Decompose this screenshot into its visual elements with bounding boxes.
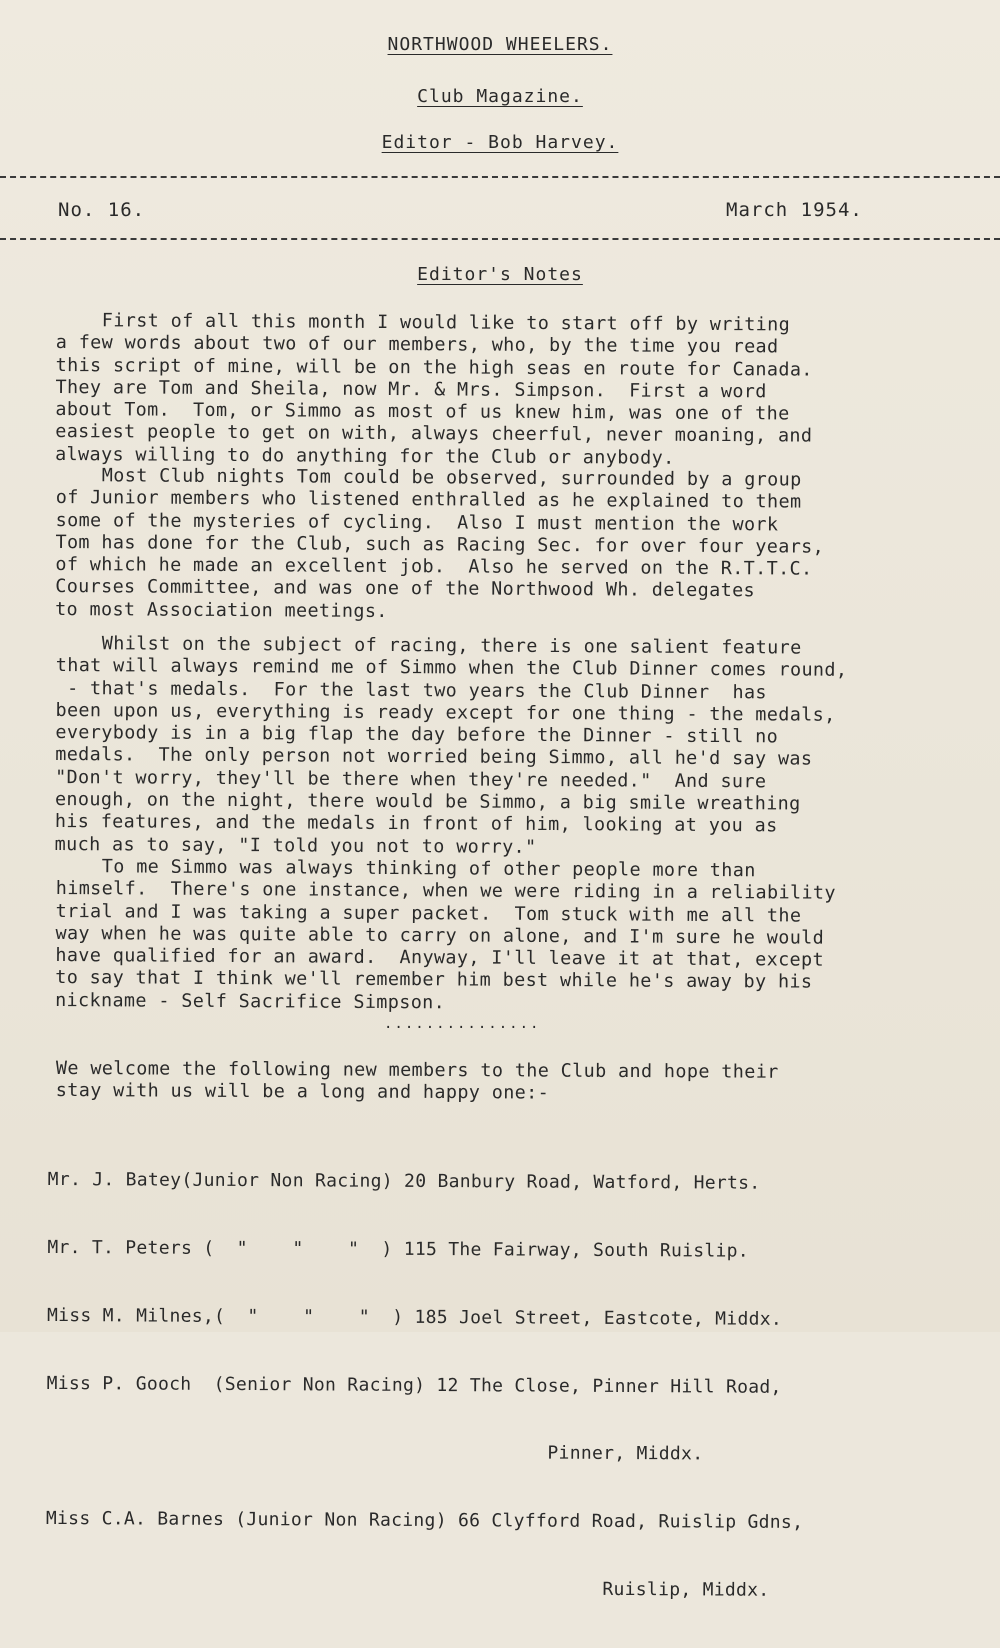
editor-line-text: Editor - Bob Harvey.: [381, 132, 619, 153]
divider-top: [0, 176, 1000, 178]
paragraph-1: First of all this month I would like to start off by writing a few words about two of our members, who, by the time you read this script of mine, will be on the high seas en route for Canada. They are Tom and Sheila, now Mr. & Mrs. Simpson. First a word about Tom. Tom, or Simmo as most of us knew him, was one of the easiest people to get on with, always cheerful, never moaning, and always willing to do anything for the Club or anybody.: [55, 310, 813, 469]
member-line: Mr. T. Peters ( " " " ) 115 The Fairway, South Ruislip.: [47, 1236, 750, 1262]
issue-date: March 1954.: [726, 199, 863, 221]
magazine-title-text: Club Magazine.: [417, 86, 583, 107]
issue-number: No. 16.: [58, 199, 146, 221]
members-list: [45, 1124, 805, 1648]
paragraph-2: Most Club nights Tom could be observed, surrounded by a group of Junior members who listened enthralled as he explained to them some of the mysteries of cycling. Also I must mention the work Tom has done for the Club, such as Racing Sec. for over four years, of which he made an excellent job. Also he served on the R.T.T.C. Courses Committee, and was one of the Northwood Wh. delegates to most Association meetings.: [55, 465, 825, 622]
member-line: Miss M. Milnes,( " " " ) 185 Joel Street, Eastcote, Middx.: [46, 1304, 783, 1330]
separator-dots: ...............: [384, 1016, 541, 1032]
member-line: Miss C.A. Barnes (Junior Non Racing) 66 Clyfford Road, Ruislip Gdns,: [45, 1508, 804, 1534]
notes-title-text: Editor's Notes: [417, 264, 583, 285]
paragraph-4: To me Simmo was always thinking of other people more than himself. There's one instance, when we were riding in a reliability trial and I was taking a super packet. Tom stuck with me all the way when he was quite able to carry on alone, and I'm sure he would have qualified for an award. Anyway, I'll leave it at that, except to say that I think we'll remember him best while he's away by his nickname - Self Sacrifice Simpson.: [55, 856, 836, 1014]
club-name: [0, 34, 1000, 55]
divider-bottom: [0, 238, 1000, 240]
member-line: Pinner, Middx.: [46, 1440, 704, 1465]
magazine-title: [0, 86, 1000, 107]
member-line: Ruislip, Middx.: [45, 1575, 770, 1601]
member-line: Mr. J. Batey(Junior Non Racing) 20 Banbury Road, Watford, Herts.: [47, 1169, 761, 1194]
notes-title: [0, 264, 1000, 285]
club-name-text: NORTHWOOD WHEELERS.: [387, 34, 613, 55]
paragraph-3: Whilst on the subject of racing, there is one salient feature that will always remind me of Simmo when the Club Dinner comes round, - that's medals. For the last two years the Club Dinner has been upon us, everything is ready except for one thing - the medals, everybody is in a big flap the day before the Dinner - still no medals. The only person not worried being Simmo, all he'd say was "Don't worry, they'll be there when they're needed." And sure enough, on the night, there would be Simmo, a big smile wreathing his features, and the medals in front of him, looking at you as much as to say, "I told you not to worry.": [54, 633, 848, 858]
welcome-text: We welcome the following new members to the Club and hope their stay with us will be a long and happy one:-: [55, 1058, 779, 1104]
member-line: Miss P. Gooch (Senior Non Racing) 12 The Close, Pinner Hill Road,: [46, 1372, 782, 1398]
editor-line: [0, 132, 1000, 153]
